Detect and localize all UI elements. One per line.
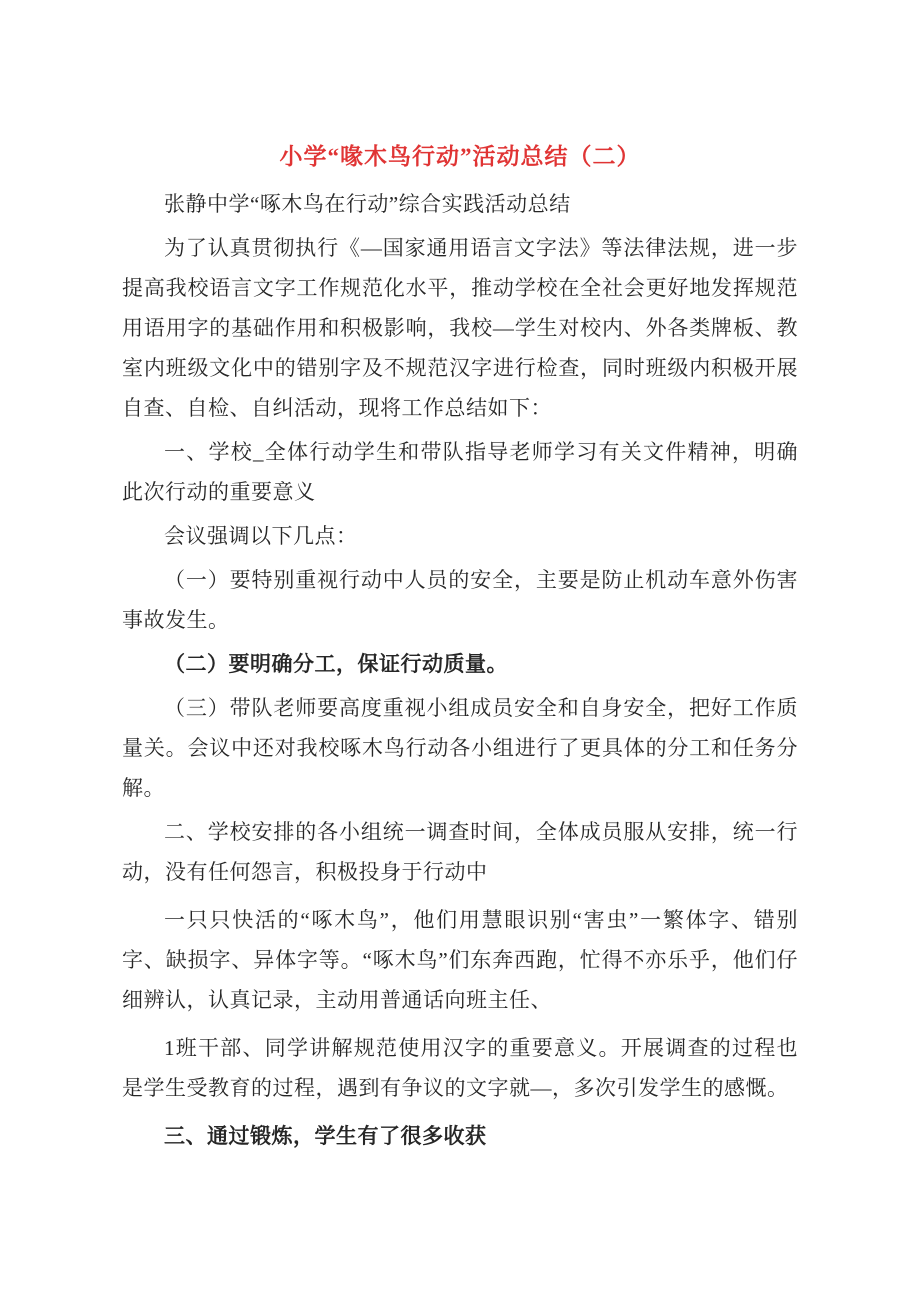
woodpecker-activity-paragraph: 一只只快活的“啄木鸟”，他们用慧眼识别“害虫”一繁体字、错别字、缺损字、异体字等。“啄木鸟”们东奔西跑，忙得不亦乐乎，他们仔细辨认，认真记录，主动用普通话向班主任、 (122, 908, 798, 1012)
section-2-paragraph: 二、学校安排的各小组统一调查时间，全体成员服从安排，统一行动，没有任何怨言，积极投身于行动中 (122, 820, 798, 884)
intro-paragraph: 为了认真贯彻执行《—国家通用语言文字法》等法律法规，进一步提高我校语言文字工作规范化水平，推动学校在全社会更好地发挥规范用语用字的基础作用和积极影响，我校—学生对校内、外各类牌板、教室内班级文化中的错别字及不规范汉字进行检查，同时班级内积极开展自查、自检、自纠活动，现将工作总结如下： (122, 236, 798, 420)
subtitle-paragraph: 张静中学“啄木鸟在行动”综合实践活动总结 (164, 192, 571, 216)
section-3-heading-paragraph: 三、通过锻炼，学生有了很多收获 (164, 1124, 487, 1148)
meeting-points-lead-paragraph: 会议强调以下几点： (164, 524, 358, 548)
point-1-paragraph: （一）要特别重视行动中人员的安全，主要是防止机动车意外伤害事故发生。 (122, 568, 798, 632)
document-title: 小学“喙木鸟行动”活动总结（二） (279, 144, 641, 169)
document-content (122, 134, 798, 1164)
section-1-heading-paragraph: 一、学校_全体行动学生和带队指导老师学习有关文件精神，明确此次行动的重要意义 (122, 440, 798, 504)
point-3-paragraph: （三）带队老师要高度重视小组成员安全和自身安全，把好工作质量关。会议中还对我校啄木鸟行动各小组进行了更具体的分工和任务分解。 (122, 696, 798, 800)
point-2-paragraph: （二）要明确分工，保证行动质量。 (164, 652, 508, 676)
class-cadre-paragraph: 1班干部、同学讲解规范使用汉字的重要意义。开展调查的过程也是学生受教育的过程，遇到有争议的文字就—，多次引发学生的感慨。 (122, 1036, 798, 1100)
